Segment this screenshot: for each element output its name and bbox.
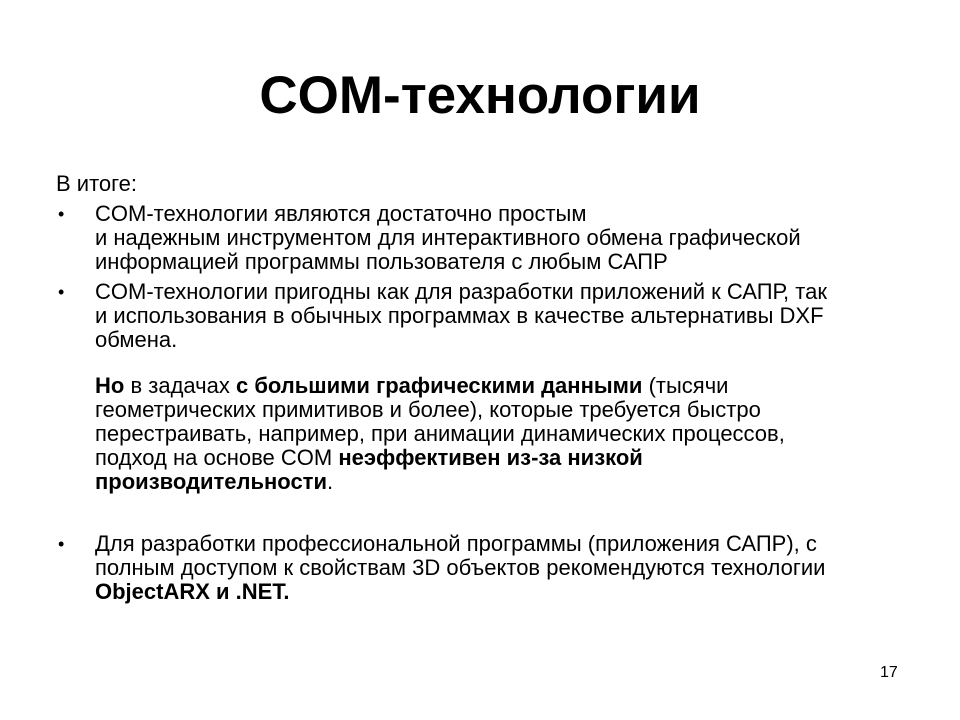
bullet-item-2 [56, 280, 896, 494]
bullet1-line3: информацией программы пользователя с любым САПР [95, 249, 668, 274]
bullet-item-1 [56, 202, 896, 274]
bullet2-text-tasks: в задачах [124, 373, 236, 398]
bullet2-p2-line4-text: подход на основе COM [95, 445, 339, 470]
bullet-list [56, 202, 896, 604]
bullet-dot-icon: • [58, 282, 65, 302]
bullet2-period: . [326, 469, 334, 494]
bullet3-line1: Для разработки профессиональной программы (приложения САПР), с [95, 531, 817, 556]
bullet2-p2-line2: геометрических примитивов и более), которые требуется быстро [95, 397, 761, 422]
slide-title: COM-технологии [259, 66, 701, 125]
bullet2-paragraph2 [95, 374, 896, 494]
bullet3-bold-technologies: ObjectARX и .NET. [95, 579, 290, 604]
bullet2-line1: COM-технологии пригодны как для разработки приложений к САПР, так [95, 279, 827, 304]
bullet1-line2: и надежным инструментом для интерактивного обмена графической [95, 225, 801, 250]
slide-body [56, 172, 896, 604]
intro-text: В итоге: [56, 171, 138, 196]
bullet2-line2: и использования в обычных программах в качестве альтернативы DXF [95, 303, 824, 328]
bullet2-bold-inefficient: неэффективен из-за низкой [338, 445, 643, 470]
bullet2-bold-performance: производительности [95, 469, 327, 494]
bullet3-line2: полным доступом к свойствам 3D объектов рекомендуются технологии [95, 555, 826, 580]
bullet2-p2-line3: перестраивать, например, при анимации динамических процессов, [95, 421, 785, 446]
bullet2-text-thousands: (тысячи [642, 373, 729, 398]
bullet2-bold-big-data: с большими графическими данными [235, 373, 643, 398]
bullet1-line1: COM-технологии являются достаточно простым [95, 201, 587, 226]
page-number: 17 [880, 664, 898, 681]
bullet-dot-icon: • [58, 204, 65, 224]
bullet2-line3: обмена. [95, 327, 178, 352]
bullet-dot-icon: • [58, 534, 65, 554]
bullet-item-3 [56, 532, 896, 604]
bullet2-bold-but: Но [95, 373, 125, 398]
